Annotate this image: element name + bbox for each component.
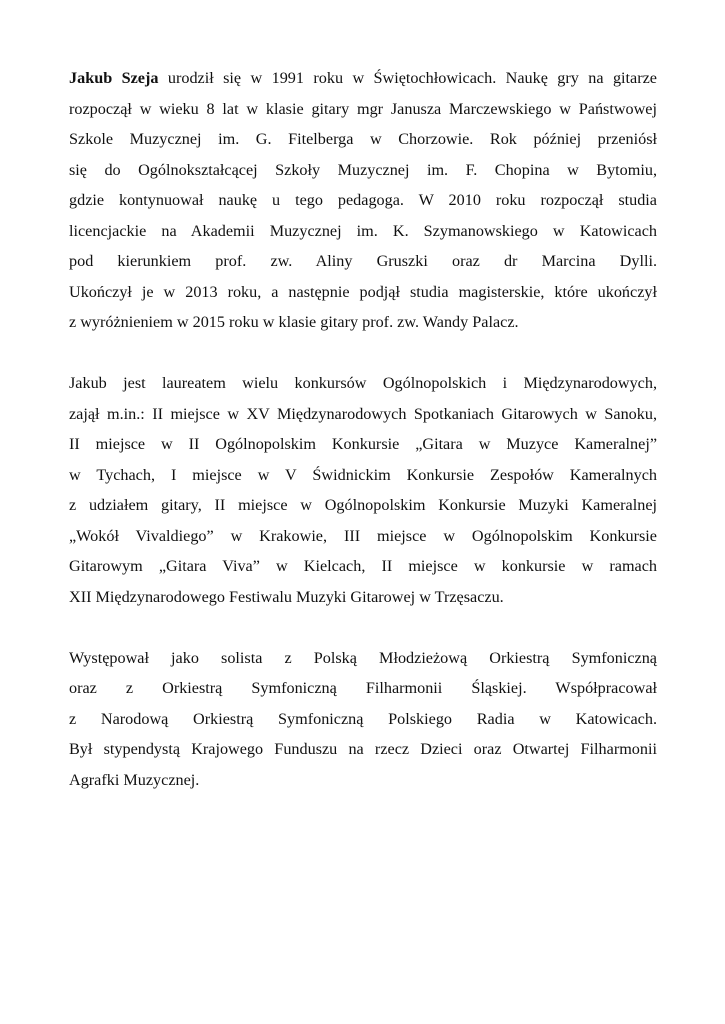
text-line: Występował jako solista z Polską Młodzieżową Orkiestrą Symfoniczną xyxy=(69,648,657,667)
paragraph-performances xyxy=(69,643,657,796)
text-line: Szkole Muzycznej im. G. Fitelberga w Chorzowie. Rok później przeniósł xyxy=(69,130,657,148)
text-line: z Narodową Orkiestrą Symfoniczną Polskiego Radia w Katowicach. xyxy=(69,709,657,728)
document-page xyxy=(69,63,657,826)
text-line: zajął m.in.: II miejsce w XV Międzynarodowych Spotkaniach Gitarowych w Sanoku, xyxy=(69,404,657,423)
text-line: XII Międzynarodowego Festiwalu Muzyki Gitarowej w Trzęsaczu. xyxy=(69,587,504,606)
text-line: II miejsce w II Ogólnopolskim Konkursie „Gitara w Muzyce Kameralnej” xyxy=(69,435,657,453)
text-line: pod kierunkiem prof. zw. Aliny Gruszki oraz dr Marcina Dylli. xyxy=(69,252,657,270)
text-line: licencjackie na Akademii Muzycznej im. K. Szymanowskiego w Katowicach xyxy=(69,221,657,240)
person-name: Jakub Szeja xyxy=(69,69,159,87)
text-line: Agrafki Muzycznej. xyxy=(69,770,200,789)
text-line: z wyróżnieniem w 2015 roku w klasie gitary prof. zw. Wandy Palacz. xyxy=(69,313,519,331)
text-line: Gitarowym „Gitara Viva” w Kielcach, II miejsce w konkursie w ramach xyxy=(69,557,657,575)
text-line: gdzie kontynuował naukę u tego pedagoga. W 2010 roku rozpoczął studia xyxy=(69,191,657,209)
text-line: oraz z Orkiestrą Symfoniczną Filharmonii Śląskiej. Współpracował xyxy=(69,679,657,697)
paragraph-biography-education xyxy=(69,63,657,338)
text-line: w Tychach, I miejsce w V Świdnickim Konkursie Zespołów Kameralnych xyxy=(69,465,657,484)
text-line: z udziałem gitary, II miejsce w Ogólnopolskim Konkursie Muzyki Kameralnej xyxy=(69,496,657,514)
text-line: Jakub jest laureatem wielu konkursów Ogólnopolskich i Międzynarodowych, xyxy=(69,374,657,392)
text-line: Jakub Szeja urodził się w 1991 roku w Świętochłowicach. Naukę gry na gitarze xyxy=(69,69,657,87)
paragraph-awards xyxy=(69,368,657,612)
text-line: się do Ogólnokształcącej Szkoły Muzycznej im. F. Chopina w Bytomiu, xyxy=(69,160,657,179)
text-line: Był stypendystą Krajowego Funduszu na rzecz Dzieci oraz Otwartej Filharmonii xyxy=(69,740,657,758)
text-line: rozpoczął w wieku 8 lat w klasie gitary mgr Janusza Marczewskiego w Państwowej xyxy=(69,99,657,118)
text-line: „Wokół Vivaldiego” w Krakowie, III miejsce w Ogólnopolskim Konkursie xyxy=(69,526,657,545)
text-line: Ukończył je w 2013 roku, a następnie podjął studia magisterskie, które ukończył xyxy=(69,282,657,301)
